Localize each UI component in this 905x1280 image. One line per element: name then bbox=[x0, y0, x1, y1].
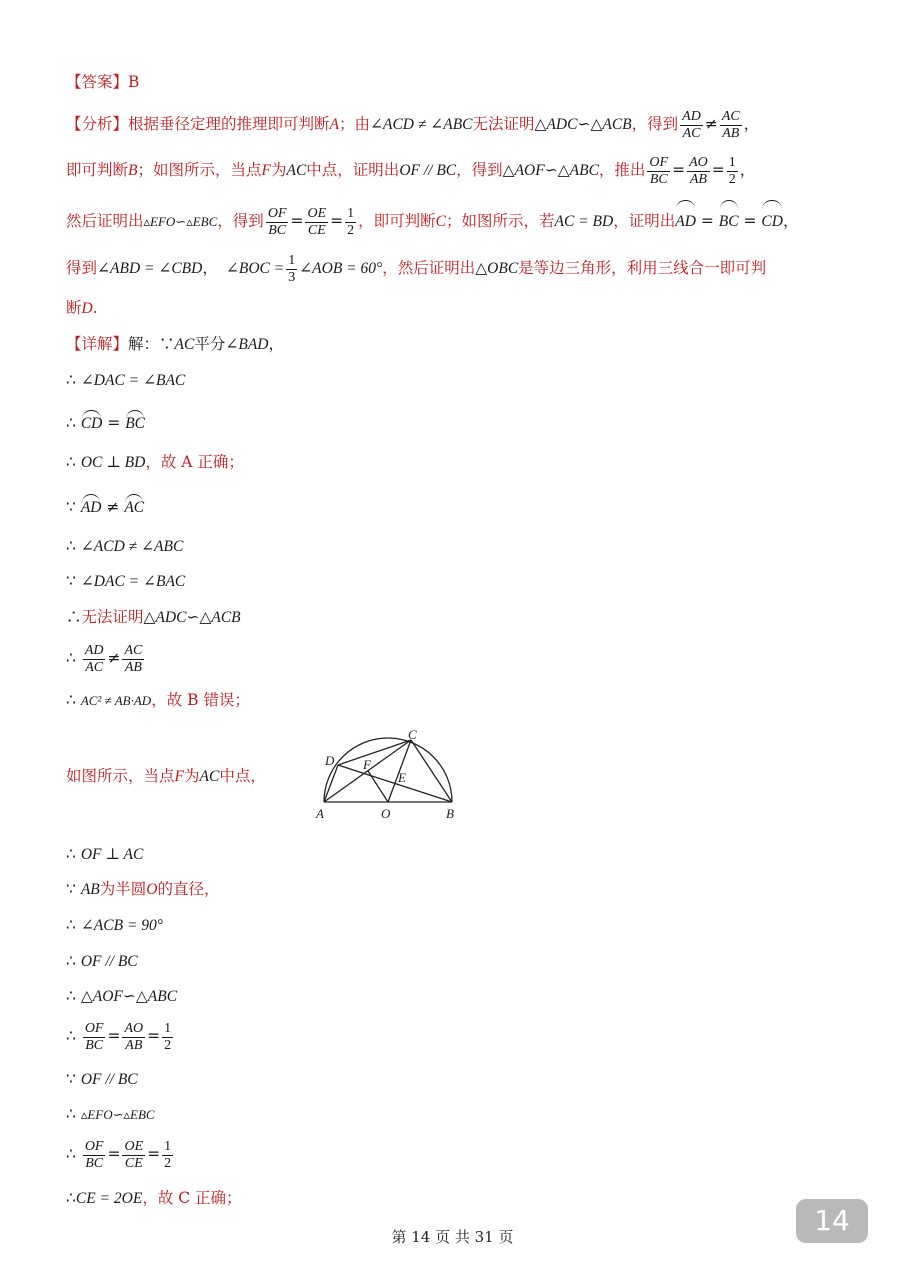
label-O: O bbox=[381, 806, 391, 821]
analysis-text: 根据垂径定理的推理即可判断 bbox=[128, 115, 330, 133]
analysis-text: ；由 bbox=[339, 115, 371, 133]
step-12: ∴ ∠ACB = 90° bbox=[66, 916, 163, 934]
fraction: $\frac{OF}{BC}$ bbox=[267, 205, 287, 238]
fraction: $\frac{1}{2}$ bbox=[164, 1138, 172, 1171]
analysis-text: 断 bbox=[66, 299, 82, 317]
step-7: ∴无法证明△ADC∽△ACB bbox=[66, 608, 241, 626]
analysis-formula: △OBC bbox=[475, 260, 519, 277]
analysis-text: ，推出 bbox=[598, 161, 646, 179]
analysis-text: 中点，证明出 bbox=[306, 161, 400, 179]
analysis-text: ；如图所示，若 bbox=[446, 212, 555, 230]
neq-sign: ≠ bbox=[704, 115, 718, 133]
arc: AD bbox=[675, 200, 696, 240]
step-18: ∴ $\frac{OF}{BC}$ = $\frac{OE}{CE}$ = $\frac{1}{2}$ bbox=[66, 1138, 172, 1171]
answer-line bbox=[66, 72, 139, 92]
label-B: B bbox=[446, 806, 454, 821]
step-9: ∴ AC² ≠ AB·AD，故 B 错误； bbox=[66, 691, 250, 709]
analysis-text: 即可判断 bbox=[66, 161, 129, 179]
analysis-line-1 bbox=[66, 106, 759, 143]
analysis-letter: A bbox=[329, 116, 339, 133]
segment-DC bbox=[338, 740, 411, 765]
step-15: ∴ $\frac{OF}{BC}$ = $\frac{AO}{AB}$ = $\frac{1}{2}$ bbox=[66, 1020, 172, 1053]
analysis-formula: ∠ACD ≠ ∠ABC bbox=[370, 116, 473, 133]
analysis-text: 然后证明出 bbox=[66, 212, 144, 230]
step-8: ∴ $\frac{AD}{AC}$ ≠ $\frac{AC}{AB}$ bbox=[66, 642, 143, 675]
analysis-text: 无法证明 bbox=[472, 115, 535, 133]
label-A: A bbox=[316, 806, 324, 821]
analysis-text: ， bbox=[782, 212, 799, 230]
step-17: ∴ ▵EFO∽▵EBC bbox=[66, 1105, 155, 1123]
fraction: $\frac{OF}{BC}$ bbox=[649, 154, 669, 187]
fraction: $\frac{1}{3}$ bbox=[288, 252, 296, 285]
analysis-text: ， bbox=[739, 161, 756, 179]
analysis-line-2: 即可判断B；如图所示，当点F为AC中点，证明出OF // BC，得到△AOF∽△ABC，推出 $\frac{OF}{BC}$ = $\frac{AO}{AB}$ = $\frac{1}{2}$ ， bbox=[66, 154, 756, 187]
analysis-text: ，即可判断 bbox=[358, 212, 436, 230]
fraction: $\frac{AC}{AB}$ bbox=[721, 108, 740, 141]
analysis-formula: ∠AOB = 60° bbox=[299, 260, 383, 277]
fraction: $\frac{OE}{CE}$ bbox=[124, 1138, 144, 1171]
step-3: ∴ OC ⊥ BD，故 A 正确； bbox=[66, 453, 244, 471]
segment-OF bbox=[368, 771, 388, 802]
analysis-letter: C bbox=[435, 213, 447, 230]
page-footer: 第 14 页 共 31 页 bbox=[391, 1228, 514, 1246]
step-11: ∵ AB为半圆O的直径， bbox=[66, 880, 220, 898]
semicircle-diagram bbox=[308, 728, 468, 824]
step-14: ∴ △AOF∽△ABC bbox=[66, 987, 178, 1005]
fraction: $\frac{1}{2}$ bbox=[728, 154, 736, 187]
analysis-line-3: 然后证明出▵EFO∽▵EBC，得到 $\frac{OF}{BC}$ = $\frac{OE}{CE}$ = $\frac{1}{2}$ ，即可判断C；如图所示，若AC = BD，证明出AD = BC = CD， bbox=[66, 200, 798, 240]
analysis-text: 得到 bbox=[66, 259, 98, 277]
analysis-formula: ∠ABD = ∠CBD bbox=[97, 260, 203, 277]
step-4: ∵ AD ≠ AC bbox=[66, 494, 144, 518]
page-number-badge[interactable]: 14 bbox=[796, 1199, 868, 1243]
step-10: ∴ OF ⊥ AC bbox=[66, 845, 144, 863]
arc: CD bbox=[761, 200, 783, 240]
analysis-letter: AC bbox=[286, 162, 307, 179]
label-F: F bbox=[363, 757, 371, 772]
analysis-text: 是等边三角形，利用三线合一即可判 bbox=[518, 259, 767, 277]
label-D: D bbox=[325, 753, 335, 768]
fraction: $\frac{AO}{AB}$ bbox=[689, 154, 708, 187]
analysis-letter: F bbox=[261, 162, 271, 179]
analysis-line-4 bbox=[66, 250, 766, 287]
analysis-text: ；如图所示，当点 bbox=[137, 161, 262, 179]
analysis-text: . bbox=[92, 299, 98, 317]
step-16: ∵ OF // BC bbox=[66, 1070, 138, 1088]
segment-CB bbox=[411, 740, 452, 802]
fraction: $\frac{1}{2}$ bbox=[347, 205, 355, 238]
analysis-text: ，然后证明出 bbox=[382, 259, 476, 277]
analysis-text: 为 bbox=[270, 161, 287, 179]
analysis-formula: △AOF∽△ABC bbox=[502, 162, 599, 179]
analysis-letter: D bbox=[81, 300, 93, 317]
step-5: ∴ ∠ACD ≠ ∠ABC bbox=[66, 537, 184, 555]
fraction: $\frac{1}{2}$ bbox=[164, 1020, 172, 1053]
step-13: ∴ OF // BC bbox=[66, 952, 138, 970]
fraction: $\frac{AD}{AC}$ bbox=[84, 642, 104, 675]
step-2: ∴ CD = BC bbox=[66, 410, 145, 434]
analysis-text: ， bbox=[743, 115, 760, 133]
detail-intro: 【详解】解：∵AC平分∠BAD， bbox=[66, 335, 284, 353]
fraction: $\frac{AD}{AC}$ bbox=[682, 108, 701, 141]
analysis-text: ，证明出 bbox=[613, 212, 676, 230]
fraction: $\frac{OF}{BC}$ bbox=[84, 1020, 104, 1053]
fraction: $\frac{OF}{BC}$ bbox=[84, 1138, 104, 1171]
answer-label: 【答案】 bbox=[66, 73, 129, 91]
fraction: $\frac{OE}{CE}$ bbox=[307, 205, 327, 238]
analysis-text: ，得到 bbox=[631, 115, 679, 133]
analysis-formula: △ADC∽△ACB bbox=[534, 116, 632, 133]
answer-value: B bbox=[128, 73, 140, 91]
detail-label: 【详解】 bbox=[66, 335, 129, 353]
analysis-formula: ∠BOC = bbox=[225, 260, 285, 277]
label-C: C bbox=[408, 728, 417, 742]
step-19: ∴CE = 2OE，故 C 正确； bbox=[66, 1189, 242, 1207]
analysis-formula: ▵EFO∽▵EBC bbox=[143, 214, 218, 229]
analysis-text: ， bbox=[202, 259, 218, 277]
analysis-label: 【分析】 bbox=[66, 115, 129, 133]
analysis-formula: OF // BC bbox=[399, 162, 457, 179]
figure-caption: 如图所示，当点F为AC中点， bbox=[66, 767, 266, 785]
analysis-letter: B bbox=[128, 162, 138, 179]
step-6: ∵ ∠DAC = ∠BAC bbox=[66, 572, 186, 590]
fraction: $\frac{AO}{AB}$ bbox=[124, 1020, 144, 1053]
step-1: ∴ ∠DAC = ∠BAC bbox=[66, 371, 186, 389]
arc: BC bbox=[719, 200, 739, 240]
fraction: $\frac{AC}{AB}$ bbox=[124, 642, 143, 675]
analysis-text: ，得到 bbox=[456, 161, 503, 179]
analysis-line-5 bbox=[66, 298, 98, 319]
label-E: E bbox=[398, 770, 406, 785]
analysis-formula: AC = BD bbox=[554, 213, 614, 230]
analysis-text: ，得到 bbox=[217, 212, 264, 230]
